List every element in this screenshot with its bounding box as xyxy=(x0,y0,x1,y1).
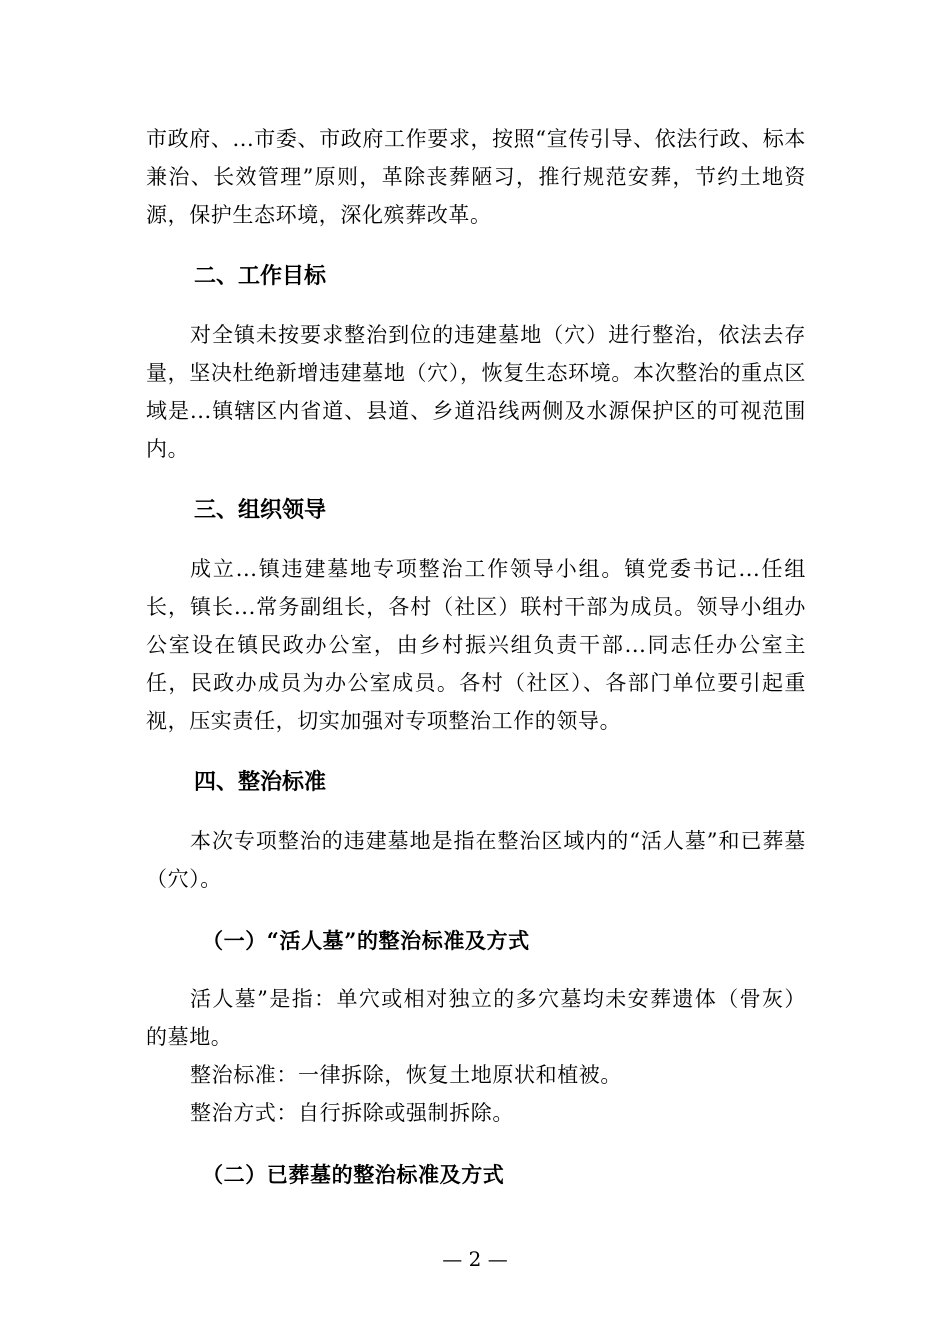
subheading-living-tomb: （一）“活人墓”的整治标准及方式 xyxy=(202,928,530,953)
goals-paragraph: 对全镇未按要求整治到位的违建墓地（穴）进行整治，依法去存量，坚决杜绝新增违建墓地（穴），恢复生态环境。本次整治的重点区域是...镇辖区内省道、县道、乡道沿线两侧及水源保护区的可视范围内。 xyxy=(146,323,806,461)
heading-organization-leadership: 三、组织领导 xyxy=(194,498,327,523)
document-body xyxy=(146,120,806,1194)
subheading-buried-tomb: （二）已葬墓的整治标准及方式 xyxy=(202,1162,505,1187)
living-tomb-definition: 活人墓”是指：单穴或相对独立的多穴墓均未安葬遗体（骨灰）的墓地。 xyxy=(146,987,806,1049)
heading-work-goals: 二、工作目标 xyxy=(194,264,327,289)
standards-paragraph: 本次专项整治的违建墓地是指在整治区域内的“活人墓”和已葬墓（穴）。 xyxy=(146,829,806,891)
intro-paragraph: 市政府、...市委、市政府工作要求，按照“宣传引导、依法行政、标本兼治、长效管理”原则，革除丧葬陋习，推行规范安葬，节约土地资源，保护生态环境，深化殡葬改革。 xyxy=(146,127,806,227)
page-number: — 2 — xyxy=(442,1247,508,1271)
living-tomb-method: 整治方式：自行拆除或强制拆除。 xyxy=(190,1101,514,1125)
living-tomb-standard: 整治标准：一律拆除，恢复土地原状和植被。 xyxy=(190,1063,622,1087)
leadership-paragraph: 成立...镇违建墓地专项整治工作领导小组。镇党委书记...任组长，镇长...常务副组长，各村（社区）联村干部为成员。领导小组办公室设在镇民政办公室，由乡村振兴组负责干部...同志任办公室主任，民政办成员为办公室成员。各村（社区）、各部门单位要引起重视，压实责任，切实加强对专项整治工作的领导。 xyxy=(146,557,806,733)
heading-rectification-standards: 四、整治标准 xyxy=(194,770,327,795)
